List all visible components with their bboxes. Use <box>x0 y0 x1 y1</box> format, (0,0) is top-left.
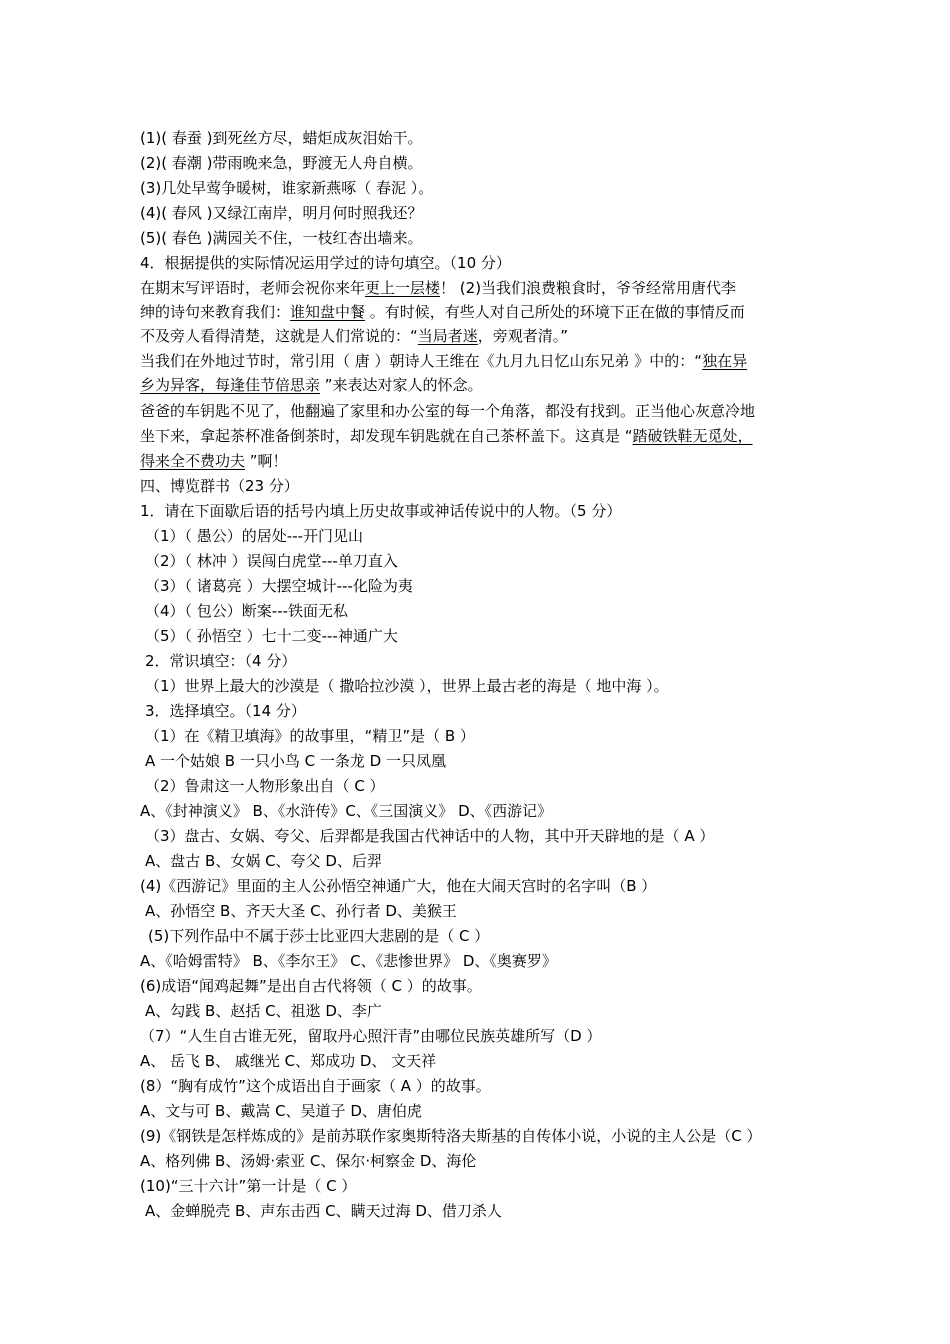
answer-underline: 更上一层楼 <box>365 279 441 297</box>
text-line: （1）（ 愚公）的居处---开门见山 <box>145 527 364 545</box>
text-line: (5)( 春色 )满园关不住，一枝红杏出墙来。 <box>140 229 423 247</box>
answer-underline: 当局者迷 <box>417 327 478 345</box>
text: 不及旁人看得清楚，这就是人们常说的：“ <box>140 327 418 345</box>
paragraph-line <box>140 351 747 371</box>
text-line: (4)《西游记》里面的主人公孙悟空神通广大，他在大闹天宫时的名字叫（B ） <box>140 877 657 895</box>
text-line: A、孙悟空 B、齐天大圣 C、孙行者 D、美猴王 <box>145 902 457 920</box>
answer-underline: 得来全不费功夫 <box>140 452 246 470</box>
text-line: A 一个姑娘 B 一只小鸟 C 一条龙 D 一只凤凰 <box>145 752 446 770</box>
text: ”来表达对家人的怀念。 <box>320 376 483 394</box>
paragraph-line <box>140 375 483 395</box>
text-line: 4．根据提供的实际情况运用学过的诗句填空。（10 分） <box>140 254 511 272</box>
text-line: (5)下列作品中不属于莎士比亚四大悲剧的是（ C ） <box>148 927 490 945</box>
text-line: (4)( 春风 )又绿江南岸，明月何时照我还？ <box>140 204 423 222</box>
text-line: 四、博览群书（23 分） <box>140 477 299 495</box>
text-line: （7）“人生自古谁无死，留取丹心照汗青”由哪位民族英雄所写（D ） <box>140 1027 602 1045</box>
text-line: （1）在《精卫填海》的故事里，“精卫”是（ B ） <box>145 727 475 745</box>
text-line: 1．请在下面歇后语的括号内填上历史故事或神话传说中的人物。（5 分） <box>140 502 622 520</box>
text-line: （2）（ 林冲 ）误闯白虎堂---单刀直入 <box>145 552 398 570</box>
paragraph-line <box>140 451 288 471</box>
text: 。有时候，有些人对自己所处的环境下正在做的事情反而 <box>365 303 745 321</box>
text-line: (1)( 春蚕 )到死丝方尽，蜡炬成灰泪始干。 <box>140 129 423 147</box>
text-line: （4）（ 包公）断案---铁面无私 <box>145 602 349 620</box>
text-line: A、盘古 B、女娲 C、夸父 D、后羿 <box>145 852 382 870</box>
text-line: （3）盘古、女娲、夸父、后羿都是我国古代神话中的人物，其中开天辟地的是（ A ） <box>145 827 715 845</box>
text-line: （1）世界上最大的沙漠是（ 撒哈拉沙漠 ），世界上最古老的海是（ 地中海 ）。 <box>145 677 669 695</box>
text: 在期末写评语时，老师会祝你来年 <box>140 279 366 297</box>
paragraph-line <box>140 326 568 346</box>
paragraph-line <box>140 302 745 322</box>
answer-underline: 踏破铁鞋无觅处， <box>632 427 753 445</box>
text: ”啊！ <box>245 452 288 470</box>
text-line: A、 岳飞 B、 戚继光 C、郑成功 D、 文天祥 <box>140 1052 437 1070</box>
text-line: A、文与可 B、戴嵩 C、吴道子 D、唐伯虎 <box>140 1102 422 1120</box>
text-line: (3)几处早莺争暖树，谁家新燕啄（ 春泥 ）。 <box>140 179 434 197</box>
text-line: A、《哈姆雷特》 B、《李尔王》 C、《悲惨世界》 D、《奥赛罗》 <box>140 952 557 970</box>
text-line: (2)( 春潮 )带雨晚来急，野渡无人舟自横。 <box>140 154 423 172</box>
text-line: A、格列佛 B、汤姆·索亚 C、保尔·柯察金 D、海伦 <box>140 1152 477 1170</box>
text-line: A、勾践 B、赵括 C、祖逖 D、李广 <box>145 1002 382 1020</box>
text: 当我们在外地过节时，常引用（ 唐 ）朝诗人王维在《九月九日忆山东兄弟 》中的：“ <box>140 352 703 370</box>
text: ！ (2)当我们浪费粮食时，爷爷经常用唐代李 <box>440 279 737 297</box>
answer-underline: 乡为异客，每逢佳节倍思亲 <box>140 376 321 394</box>
text-line: (9)《钢铁是怎样炼成的》是前苏联作家奥斯特洛夫斯基的自传体小说，小说的主人公是（C ） <box>140 1127 762 1145</box>
text: 绅的诗句来教育我们： <box>140 303 291 321</box>
text-line: (10)“三十六计”第一计是（ C ） <box>140 1177 357 1195</box>
answer-underline: 谁知盘中餐 <box>290 303 366 321</box>
text-line: （3）（ 诸葛亮 ）大摆空城计---化险为夷 <box>145 577 413 595</box>
text-line: （2）鲁肃这一人物形象出自（ C ） <box>145 777 385 795</box>
paragraph-line <box>140 426 753 446</box>
paragraph-line: 爸爸的车钥匙不见了，他翻遍了家里和办公室的每一个角落，都没有找到。正当他心灰意冷地 <box>140 402 756 420</box>
text-line: A、金蝉脱壳 B、声东击西 C、瞒天过海 D、借刀杀人 <box>145 1202 502 1220</box>
answer-underline: 独在异 <box>702 352 748 370</box>
text-line: 2．常识填空：（4 分） <box>145 652 297 670</box>
text-line: （5）（ 孙悟空 ）七十二变---神通广大 <box>145 627 398 645</box>
text: 坐下来，拿起茶杯准备倒茶时，却发现车钥匙就在自己茶杯盖下。这真是 “ <box>140 427 633 445</box>
text: ，旁观者清。” <box>477 327 569 345</box>
text-line: (6)成语“闻鸡起舞”是出自古代将领（ C ）的故事。 <box>140 977 482 995</box>
text-line: (8）“胸有成竹”这个成语出自于画家（ A ）的故事。 <box>140 1077 491 1095</box>
paragraph-line <box>140 278 736 298</box>
text-line: A、《封神演义》 B、《水浒传》C、《三国演义》 D、《西游记》 <box>140 802 553 820</box>
text-line: 3．选择填空。（14 分） <box>145 702 306 720</box>
